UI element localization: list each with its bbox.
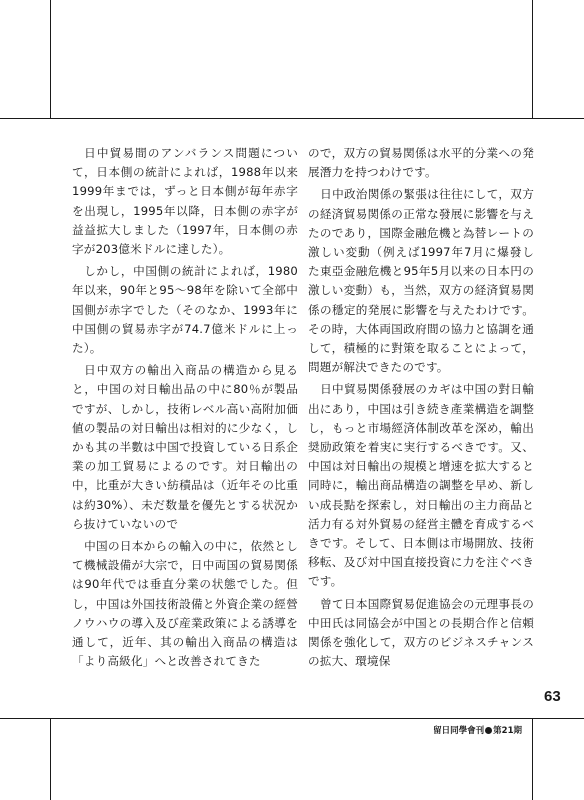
frame-line-right-bottom <box>532 718 533 800</box>
frame-line-top <box>0 118 584 119</box>
frame-line-right-top <box>532 0 533 118</box>
paragraph: 中国の日本からの輸入の中に，依然として機械設備が大宗で，日中両国の貿易関係は90年代では垂直分業の状態でした。但し，中国は外国技術設備と外資企業の經營ノウハウの導入及び産業政策による誘導を通して，近年、其の輸出入商品の構造は「より高級化」へと改善されてきた <box>72 539 298 669</box>
paragraph: 日中政治関係の緊張は往往にして，双方の経済貿易関係の正常な發展に影響を与えたのであり，国際金融危機と為替レートの激しい変動（例えば1997年7月に爆發した東亞金融危機と95年5月以来の日本円の激しい変動）も，当然，双方の経済貿易関係の穩定的発展に影響を与えたわけです。その時，大体両国政府間の協力と協調を通して，積極的に對策を取ることによって，問題が解決できたのです。 <box>308 187 534 375</box>
paragraph: しかし，中国側の統計によれば，1980年以来，90年と95〜98年を除いて全部中国側が赤字でした（そのなか、1993年に中国側の貿易赤字が74.7億米ドルに上った）。 <box>72 264 298 356</box>
issue-number: 第21期 <box>493 726 522 736</box>
paragraph: 日中双方の輸出入商品の構造から見ると，中国の対日輸出品の中に80％が製品ですが、しかし，技術レベル高い高附加価値の製品の対日輸出は相対的に少なく，しかも其の半數は中国で投資している日系企業の加工貿易によるのです。対日輸出の中，比重が大きい紡積品は（近年その比重は約30%）、未だ数量を優先とする状況から抜けていないので <box>72 363 298 531</box>
paragraph: 日中貿易間のアンバランス問題について，日本側の統計によれば，1988年以来1999年までは，ずっと日本側が毎年赤字を出現し，1995年以降，日本側の赤字が益益拡大しました（1997年，日本側の赤字が203億米ドルに達した）。 <box>72 146 298 257</box>
paragraph: 日中貿易関係發展のカギは中国の對日輸出にあり，中国は引き続き產業構造を調整し，もっと市場經済体制改革を深め，輸出奨励政策を着実に実行するべきです。又、中国は対日輸出の規模と增速を拡大すると同時に，輸出商品構造の調整を早め、新しい成長點を探索し，対日輸出の主力商品と活力有る対外貿易の経営主體を育成するべきです。そして、日本側は市場開放、技術移転、及び対中国直接投資に力を注ぐべきです。 <box>308 382 534 589</box>
bullet-icon <box>485 727 492 734</box>
frame-line-bottom <box>0 718 584 719</box>
paragraph-continuation: ので，双方の貿易関係は水平的分業への発展潛力を持つわけです。 <box>308 146 534 180</box>
right-text-column <box>308 144 534 674</box>
page-number: 63 <box>544 688 561 705</box>
magazine-name: 留日同學會刊 <box>433 726 485 736</box>
footer-masthead <box>433 724 522 736</box>
frame-line-left-top <box>50 0 51 118</box>
frame-line-left-bottom <box>50 718 51 800</box>
paragraph: 曾て日本国際貿易促進協会の元理事長の中田氏は同協会が中国との長期合作と信頼関係を強化して，双方のビジネスチャンスの拡大、環境保 <box>308 596 534 669</box>
left-text-column <box>72 144 298 674</box>
